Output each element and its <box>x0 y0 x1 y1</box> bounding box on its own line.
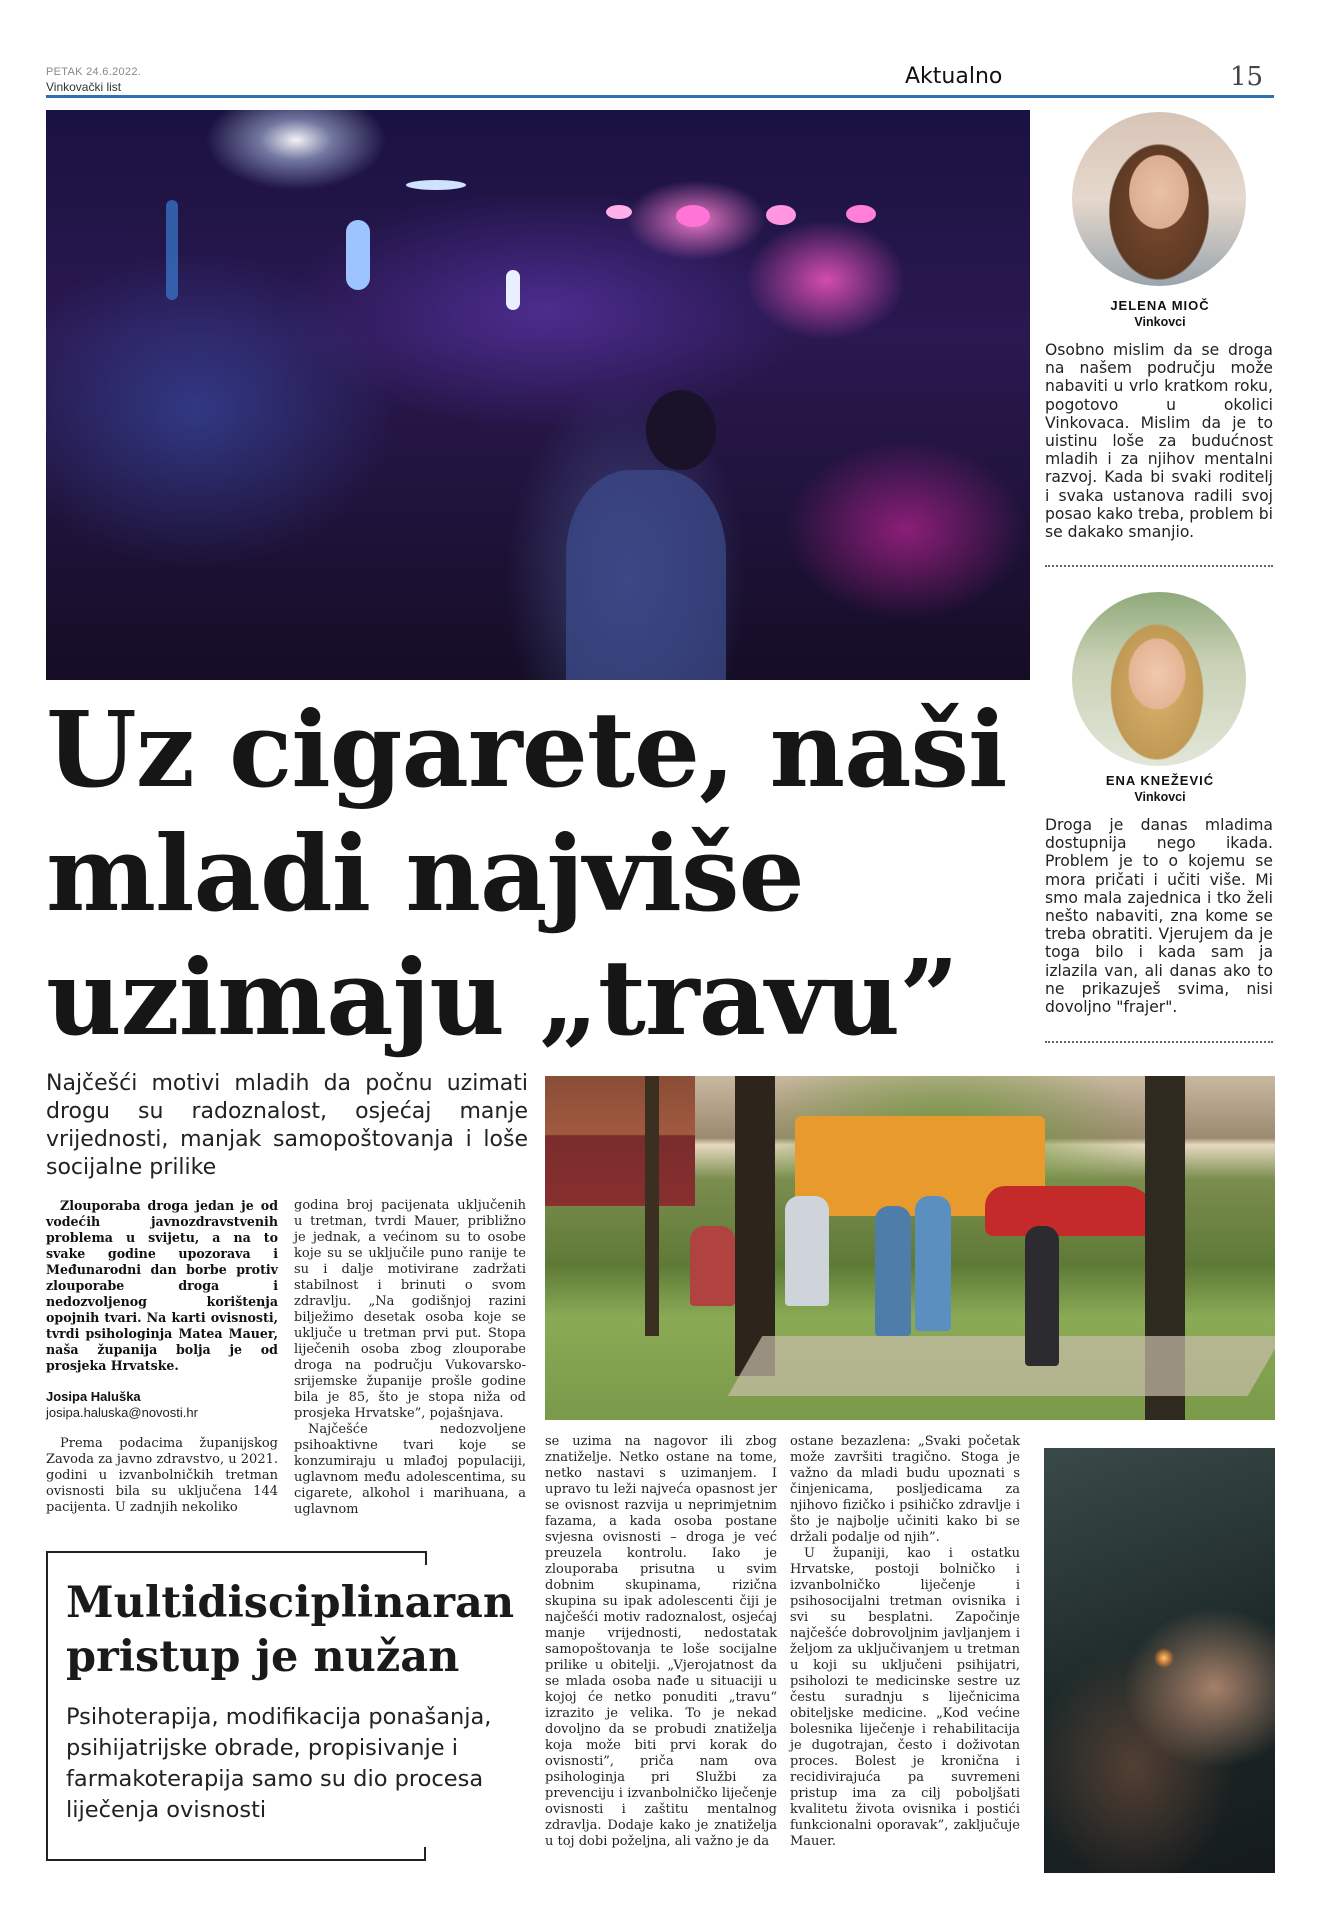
nightclub-crowd-photo <box>46 110 1030 680</box>
interviewee-name: ENA KNEŽEVIĆ <box>1105 773 1215 788</box>
article-column-3 <box>545 1434 777 1850</box>
newspaper-name: Vinkovački list <box>46 80 122 94</box>
article-column-4 <box>790 1434 1020 1850</box>
box-border <box>46 1859 426 1861</box>
sidebar-divider <box>1045 565 1273 567</box>
box-border <box>424 1847 426 1861</box>
box-headline <box>66 1576 536 1684</box>
avatar-jelena-mioc <box>1072 112 1246 286</box>
box-text: Psihoterapija, modifikacija ponašanja, psihijatrijske obrade, propisivanje i farmakoterapija samo su dio procesa liječenja ovisnosti <box>66 1704 492 1823</box>
headline-line: Uz cigarete, naši <box>46 688 1007 811</box>
headline-line: uzimaju „travu” <box>46 936 958 1059</box>
sidebar-divider <box>1045 1041 1273 1043</box>
paragraph: godina broj pacijenata uključenih u tretman, tvrdi Mauer, približno je jednak, a većinom su to osobe koje su se uključile puno ranije te su i dalje motivirane zadržati stabilnost i brinuti o svom zdravlju. „Na godišnjoj razini bilježimo desetak osoba koje se uključe u tretman prvi put. Stopa liječenih osoba zbog zlouporabe droga na području Vukovarsko-srijemske županije prošle godine bila je 85, što je stopa niža od prosjeka Hrvatske”, pojašnjava. <box>294 1198 526 1421</box>
paragraph: se uzima na nagovor ili zbog znatiželje. Netko ostane na tome, netko nastavi s uzimanjem. I upravo tu leži najveća opasnost jer se ovisnost razvija u neprimjetnim fazama, a kada osoba postane svjesna ovisnosti – droga je već preuzela kontrolu. Iako je zlouporaba prisutna u svim dobnim skupinama, rizična skupina su ipak adolescenti čiji je najčešći motiv radoznalost, osjećaj manje vrijednosti, nedostatak samopoštovanja te loše socijalne prilike u obitelji. „Vjerojatnost da se mlada osoba nađe u situaciji u kojoj će netko ponuditi „travu“ izrazito je velika. To je nekad dovoljno da se probudi znatiželja koja može biti prvi korak do ovisnosti”, priča nam ova psihologinja pri Službi za prevenciju i izvanbolničko liječenje ovisnosti i zaštitu mentalnog zdravlja. Dodaje kako je znatiželja u toj dobi poželjna, ali važno je da <box>545 1434 777 1849</box>
paragraph: U županiji, kao i ostatku Hrvatske, postoji bolničko i izvanbolničko liječenje i psihosocijalni tretman ovisnika i svi su besplatni. Započinje najčešće dobrovoljnim javljanjem i željom za uključivanjem u tretman u koji su uključeni psihijatri, psiholozi te medicinske sestre uz čestu suradnju s liječnicima obiteljske medicine. „Kod većine bolesnika liječenje i rehabilitacija je dugotrajan, često i doživotan proces. Bolest je kronična i recidivirajuća pa suvremeni pristup ima za cilj poboljšati kvalitetu života ovisnika i postići funkcionalni oporavak”, zaključuje Mauer. <box>790 1546 1020 1849</box>
author-email[interactable]: josipa.haluska@novosti.hr <box>46 1405 198 1420</box>
box-border <box>46 1551 427 1553</box>
interviewee-city: Vinkovci <box>1134 315 1186 329</box>
avatar-ena-knezevic <box>1072 592 1246 766</box>
article-subtitle: Najčešći motivi mladih da počnu uzimati drogu su radoznalost, osjećaj manje vrijednosti, manjak samopoštovanja i loše socijalne prilike <box>46 1071 528 1180</box>
box-border <box>46 1551 48 1861</box>
paragraph: Prema podacima županijskog Zavoda za javno zdravstvo, u 2021. godini u izvanbolničkih tretman ovisnosti bila su uključena 144 pacijenta. U zadnjih nekoliko <box>46 1436 278 1515</box>
interviewee-quote: Osobno mislim da se droga na našem području može nabaviti u vrlo kratkom roku, pogotovo u okolici Vinkovaca. Mislim da je to uistinu loše za budućnost mladih i za njihov mentalni razvoj. Kada bi svaki roditelj i svaka ustanova radili svoj posao kako treba, problem bi se dakako smanjio. <box>1045 341 1273 542</box>
interviewee-city: Vinkovci <box>1134 790 1186 804</box>
lighting-joint-photo <box>1044 1448 1275 1873</box>
interviewee-quote: Droga je danas mladima dostupnija nego ikada. Problem je to o kojemu se mora pričati i učiti više. Mi smo mala zajednica i tko želi nešto nabaviti, zna kome se treba obratiti. Vjerujem da je toga bilo i kada sam ja izlazila van, ali danas ako to ne prikazuješ svima, nisi dovoljno "frajer". <box>1045 816 1273 1017</box>
page-number: 15 <box>1230 62 1264 92</box>
headline-line: mladi najviše <box>46 812 804 935</box>
article-column-2 <box>294 1198 526 1518</box>
article-column-1 <box>46 1436 278 1516</box>
section-name: Aktualno <box>905 64 1003 89</box>
box-headline-line: Multidisciplinaran <box>66 1578 515 1628</box>
box-headline-line: pristup je nužan <box>66 1632 460 1682</box>
paragraph: ostane bezazlena: „Svaki početak može završiti tragično. Stoga je važno da mladi budu upoznati s činjenicama, posljedicama za njihovo fizičko i psihičko zdravlje i što je najbolje učiniti kako bi se držali podalje od njih”. <box>790 1434 1020 1545</box>
box-border <box>425 1551 427 1565</box>
article-lead: Zlouporaba droga jedan je od vodećih javnozdravstvenih problema u svijetu, a na to svake godine upozorava i Međunarodni dan borbe protiv zlouporabe droga i nedozvoljenog korištenja opojnih tvari. Na karti ovisnosti, tvrdi psihologinja Matea Mauer, naša županija bolja je od prosjeka Hrvatske. <box>46 1198 278 1373</box>
issue-date: PETAK 24.6.2022. <box>46 66 142 78</box>
paragraph: Najčešće nedozvoljene psihoaktivne tvari koje se konzumiraju u mlađoj populaciji, uglavnom među adolescentima, su cigarete, alkohol i marihuana, a uglavnom <box>294 1422 526 1517</box>
youth-in-park-photo <box>545 1076 1275 1420</box>
header-rule <box>46 95 1274 98</box>
article-headline <box>46 688 1036 1060</box>
author-name: Josipa Haluška <box>46 1389 141 1404</box>
interviewee-name: JELENA MIOČ <box>1110 298 1210 313</box>
